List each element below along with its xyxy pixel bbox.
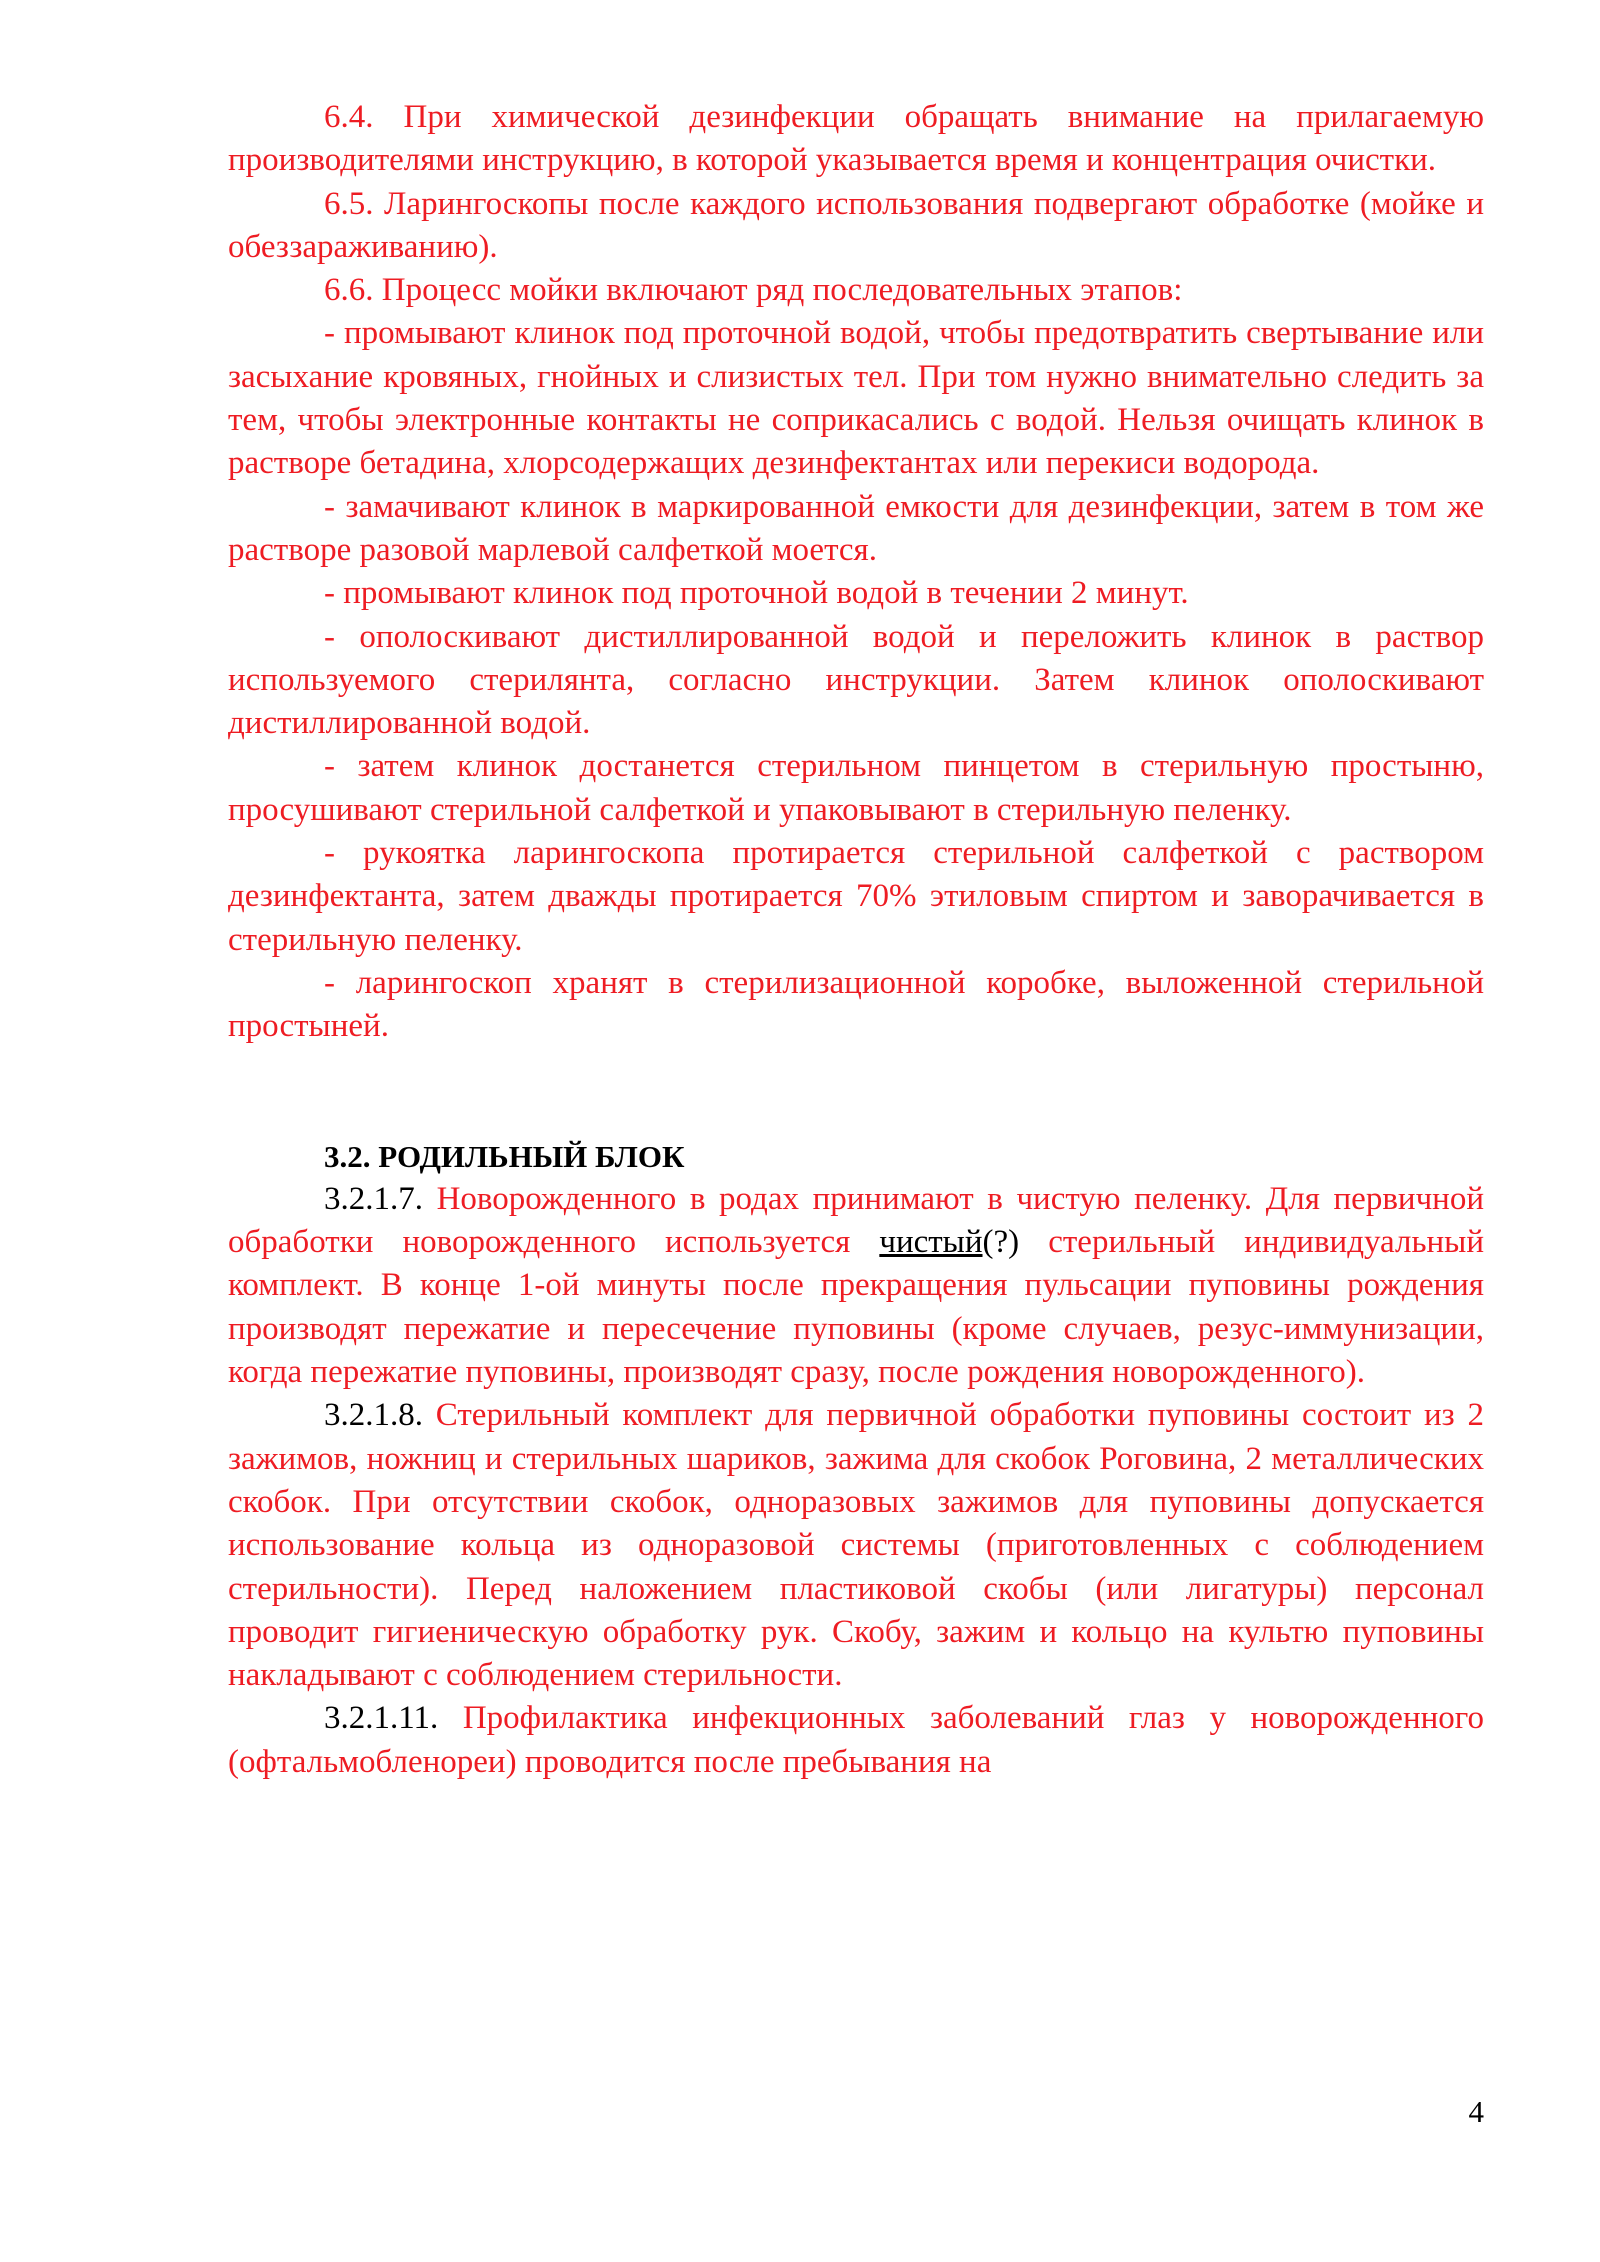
section-spacer [228, 1049, 1484, 1135]
step-handle-wipe: - рукоятка ларингоскопа протирается стерильной салфеткой с раствором дезинфектанта, затем дважды протирается 70% этиловым спиртом и заворачивается в стерильную пеленку. [228, 835, 1484, 958]
section-heading: 3.2. РОДИЛЬНЫЙ БЛОК [324, 1138, 685, 1174]
paragraph-number: 3.2.1.7. [324, 1180, 423, 1217]
question-mark-note: (?) [982, 1224, 1020, 1261]
paragraph-6-5: 6.5. Ларингоскопы после каждого использования подвергают обработке (мойке и обеззараживанию). [228, 185, 1484, 265]
paragraph-text-continued: стерильный индивидуальный комплект. В конце 1-ой минуты после прекращения пульсации пуповины рождения производят пережатие и пересечение пуповины (кроме случаев, резус-иммунизации, когда пережатие пуповины, производят сразу, после рождения новорожденного). [228, 1224, 1484, 1391]
step-rinse-two-minutes: - промывают клинок под проточной водой в течении 2 минут. [324, 575, 1189, 612]
step-rinse-blade: - промывают клинок под проточной водой, чтобы предотвратить свертывание или засыхание кровяных, гнойных и слизистых тел. При том нужно внимательно следить за тем, чтобы электронные контакты не соприкасались с водой. Нельзя очищать клинок в растворе бетадина, хлорсодержащих дезинфектантах или перекиси водорода. [228, 315, 1484, 482]
paragraph-3-2-1-7 [228, 1178, 1484, 1394]
step-distilled-rinse: - ополоскивают дистиллированной водой и переложить клинок в раствор используемого стерилянта, согласно инструкции. Затем клинок ополоскивают дистиллированной водой. [228, 618, 1484, 742]
paragraph-6-4: 6.4. При химической дезинфекции обращать внимание на прилагаемую производителями инструкцию, в которой указывается время и концентрация очистки. [228, 99, 1484, 179]
document-page [228, 96, 1484, 1784]
paragraph-6-6: 6.6. Процесс мойки включают ряд последовательных этапов: [324, 272, 1183, 309]
paragraph-text: Профилактика инфекционных заболеваний глаз у новорожденного (офтальмобленореи) проводится после пребывания на [228, 1700, 1484, 1780]
paragraph-text: Стерильный комплект для первичной обработки пуповины состоит из 2 зажимов, ножниц и стерильных шариков, зажима для скобок Роговина, 2 металлических скобок. При отсутствии скобок, одноразовых зажимов для пуповины допускается использование кольца из одноразовой системы (приготовленных с соблюдением стерильности). Перед наложением пластиковой скобы (или лигатуры) персонал проводит гигиеническую обработку рук. Скобу, зажим и кольцо на культю пуповины накладывают с соблюдением стерильности. [228, 1397, 1484, 1694]
step-soak-blade: - замачивают клинок в маркированной емкости для дезинфекции, затем в том же растворе разовой марлевой салфеткой моется. [228, 488, 1484, 568]
paragraph-number: 3.2.1.11. [324, 1700, 439, 1737]
step-dry-and-wrap: - затем клинок достанется стерильном пинцетом в стерильную простыню, просушивают стерильной салфеткой и упаковывают в стерильную пеленку. [228, 748, 1484, 828]
paragraph-text: Новорожденного в родах принимают в чистую пеленку. Для первичной обработки новорожденного используется [228, 1180, 1484, 1261]
paragraph-3-2-1-8 [228, 1394, 1484, 1697]
underlined-word: чистый [879, 1224, 983, 1261]
paragraph-number: 3.2.1.8. [324, 1397, 423, 1434]
page-number: 4 [1468, 2094, 1484, 2129]
step-storage: - ларингоскоп хранят в стерилизационной коробке, выложенной стерильной простыней. [228, 964, 1484, 1045]
paragraph-3-2-1-11 [228, 1697, 1484, 1784]
